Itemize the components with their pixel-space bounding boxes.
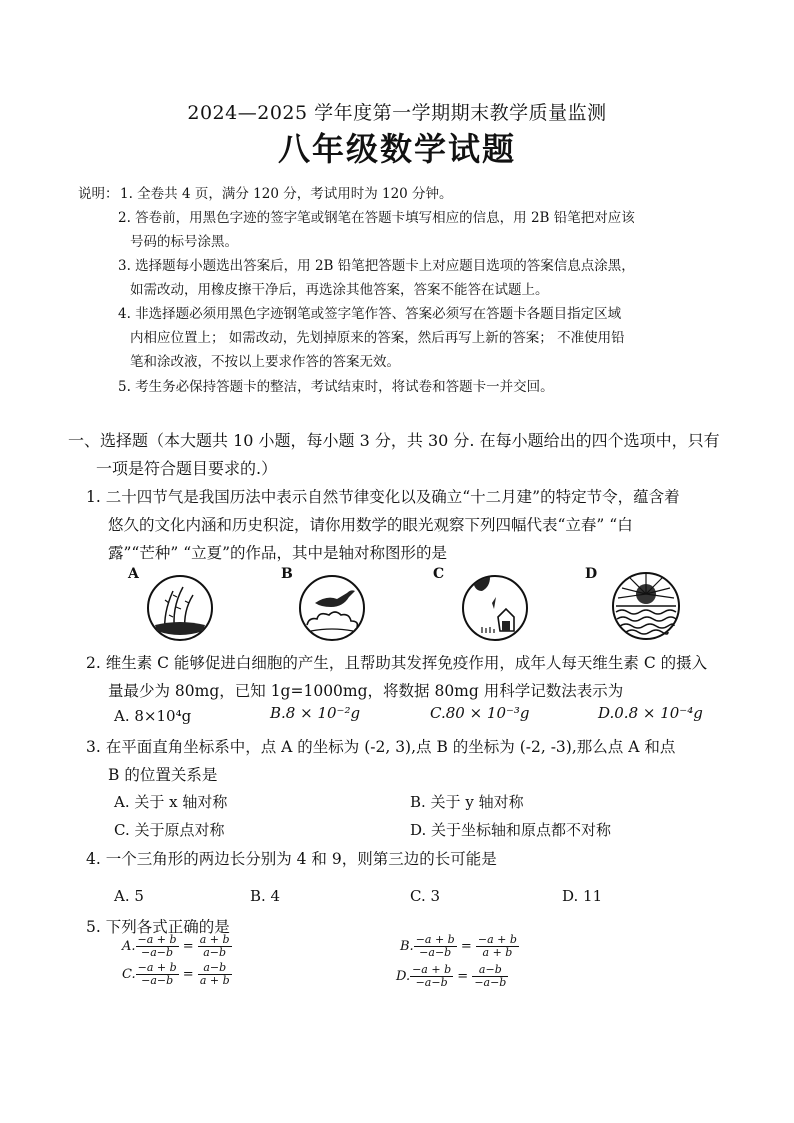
q5-text: 5. 下列各式正确的是 (86, 918, 230, 936)
q3-option-c: C. 关于原点对称 (114, 821, 225, 839)
q5-option-d-label: D. (396, 969, 411, 984)
q1-figure-c-icon (460, 573, 530, 643)
q5-d-right-fraction: $\frac{a-b}{-a-b}$ (474, 963, 507, 989)
q5-option-d (396, 964, 508, 989)
q4-option-c: C. 3 (410, 887, 441, 905)
q2-option-d: D.0.8 × 10⁻⁴g (598, 704, 703, 722)
instructions-lead: 说明： (78, 186, 119, 202)
q5-option-c-label: C. (122, 967, 136, 982)
exam-title: 八年级数学试题 (277, 130, 516, 168)
q4-option-b: B. 4 (250, 887, 281, 905)
q5-option-a (122, 934, 232, 959)
instruction-4: 4. 非选择题必须用黑色字迹钢笔或签字笔作答、答案必须写在答题卡各题目指定区域 (118, 306, 622, 322)
q5-option-b (400, 934, 519, 959)
q5-c-equals: = (182, 967, 194, 982)
section-1-heading-cont: 一项是符合题目要求的.） (96, 459, 278, 478)
q4-text: 4. 一个三角形的两边长分别为 4 和 9，则第三边的长可能是 (86, 850, 497, 868)
q5-a-right-fraction: $\frac{a + b}{a-b}$ (199, 933, 230, 959)
instruction-2-cont: 号码的标号涂黑。 (130, 234, 238, 250)
q4-option-a: A. 5 (114, 887, 144, 905)
instruction-3-cont: 如需改动，用橡皮擦干净后，再选涂其他答案，答案不能答在试题上。 (130, 282, 549, 298)
q5-b-equals: = (460, 939, 472, 954)
q5-option-c (122, 962, 232, 987)
exam-subtitle: 2024—2025 学年度第一学期期末教学质量监测 (187, 102, 607, 124)
q1-figure-b-icon (297, 573, 367, 643)
instruction-3: 3. 选择题每小题选出答案后，用 2B 铅笔把答题卡上对应题目选项的答案信息点涂黑， (118, 258, 635, 274)
q5-d-equals: = (457, 969, 469, 984)
instruction-5: 5. 考生务必保持答题卡的整洁，考试结束时，将试卷和答题卡一并交回。 (118, 379, 554, 395)
q5-b-left-fraction: $\frac{-a + b}{-a-b}$ (415, 933, 455, 959)
q2-text-line1: 2. 维生素 C 能够促进白细胞的产生，且帮助其发挥免疫作用，成年人每天维生素 C 的摄入 (86, 654, 708, 672)
instruction-4-cont2: 笔和涂改液，不按以上要求作答的答案无效。 (130, 354, 400, 370)
q3-option-a: A. 关于 x 轴对称 (114, 793, 228, 811)
q1-fig-label-a: A (128, 566, 139, 582)
q3-text-line2: B 的位置关系是 (108, 766, 218, 784)
instruction-1: 1. 全卷共 4 页，满分 120 分，考试用时为 120 分钟。 (120, 186, 453, 202)
q5-c-left-fraction: $\frac{-a + b}{-a-b}$ (137, 961, 177, 987)
q2-text-line2: 量最少为 80mg，已知 1g=1000mg，将数据 80mg 用科学记数法表示为 (108, 682, 624, 700)
q1-text-line2: 悠久的文化内涵和历史积淀，请你用数学的眼光观察下列四幅代表“立春” “白 (108, 516, 633, 534)
q1-figure-d-icon (610, 570, 682, 642)
q2-option-b: B.8 × 10⁻²g (270, 704, 361, 722)
q1-fig-label-c: C (433, 566, 445, 582)
q5-a-equals: = (182, 939, 194, 954)
q5-option-a-label: A. (122, 939, 136, 954)
q1-text-line1: 1. 二十四节气是我国历法中表示自然节律变化以及确立“十二月建”的特定节令，蕴含着 (86, 488, 680, 506)
instruction-4-cont1: 内相应位置上； 如需改动，先划掉原来的答案，然后再写上新的答案； 不准使用铅 (130, 330, 625, 346)
q5-b-right-fraction: $\frac{-a + b}{a + b}$ (477, 933, 517, 959)
q1-figure-a-icon (145, 573, 215, 643)
instruction-2: 2. 答卷前，用黑色字迹的签字笔或钢笔在答题卡填写相应的信息，用 2B 铅笔把对应该 (118, 210, 635, 226)
q1-text-line3: 露”“芒种” “立夏”的作品，其中是轴对称图形的是 (108, 544, 448, 562)
q3-text-line1: 3. 在平面直角坐标系中，点 A 的坐标为 (-2, 3),点 B 的坐标为 (-2, -3),那么点 A 和点 (86, 738, 676, 756)
q2-option-a: A. 8×10⁴g (114, 707, 192, 725)
q3-option-b: B. 关于 y 轴对称 (410, 793, 524, 811)
section-1-heading: 一、选择题（本大题共 10 小题，每小题 3 分，共 30 分. 在每小题给出的四个选项中，只有 (68, 431, 720, 450)
q1-fig-label-d: D (585, 566, 598, 582)
q3-option-d: D. 关于坐标轴和原点都不对称 (410, 821, 612, 839)
q1-fig-label-b: B (281, 566, 293, 582)
q5-d-left-fraction: $\frac{-a + b}{-a-b}$ (412, 963, 452, 989)
q5-a-left-fraction: $\frac{-a + b}{-a-b}$ (137, 933, 177, 959)
q5-c-right-fraction: $\frac{a-b}{a + b}$ (199, 961, 230, 987)
q2-option-c: C.80 × 10⁻³g (430, 704, 530, 722)
q4-option-d: D. 11 (562, 887, 603, 905)
q5-option-b-label: B. (400, 939, 414, 954)
